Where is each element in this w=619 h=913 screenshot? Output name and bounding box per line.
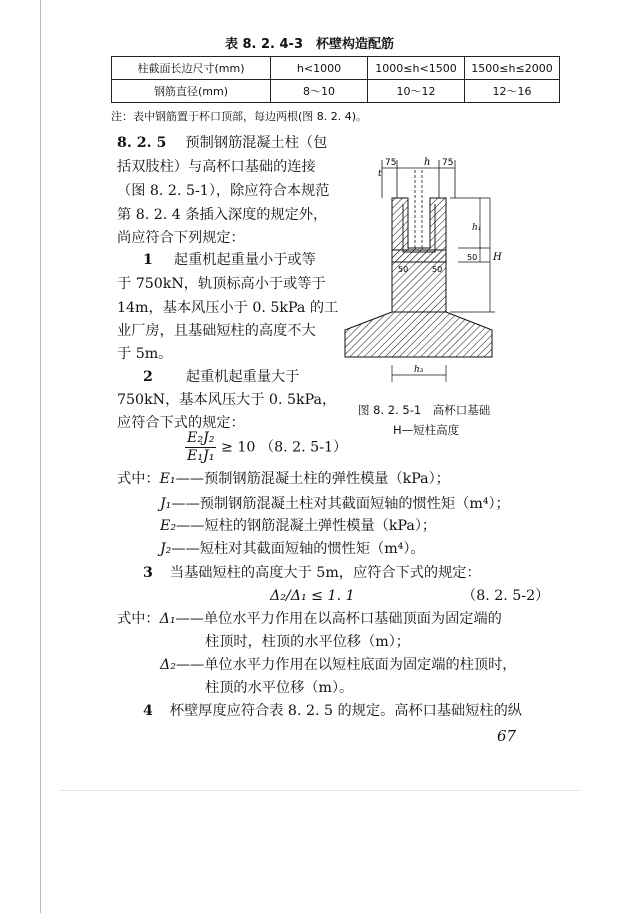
dim-h: h — [424, 157, 431, 168]
scan-edge-line — [40, 0, 41, 913]
short-column — [392, 250, 446, 312]
item-text: 起重机起重量大于 — [185, 369, 300, 385]
table-cell: 12～16 — [465, 80, 560, 103]
definition: ——短柱的钢筋混凝土弹性模量（kPa）； — [176, 518, 437, 534]
section-line: 尚应符合下列规定： — [117, 230, 245, 246]
table-cell: 8～10 — [271, 80, 368, 103]
section-line-1 — [117, 132, 327, 155]
dim-50-left: 50 — [398, 265, 409, 274]
dim-50-right: 50 — [432, 265, 443, 274]
item4-line — [143, 700, 522, 723]
page-number: 67 — [497, 727, 517, 745]
symbol: J₁ — [160, 496, 172, 512]
item-number: 1 — [143, 252, 153, 268]
item-text: 杯壁厚度应符合表 8. 2. 5 的规定。高杯口基础短柱的纵 — [169, 703, 522, 719]
dim-75-left: 75 — [385, 158, 397, 168]
equation-8-2-5-2: Δ₂/Δ₁ ≤ 1. 1 — [270, 588, 355, 604]
dim-50-vertical: 50 — [467, 253, 478, 262]
equation-numerator: E₂J₂ — [187, 430, 215, 446]
symbol: Δ₂ — [160, 657, 176, 673]
where-line: 柱顶的水平位移（m）。 — [205, 680, 354, 696]
scan-artifact — [60, 790, 580, 797]
table-note: 注：表中钢筋置于杯口顶部，每边两根(图 8. 2. 4)。 — [111, 110, 368, 123]
where-line — [117, 608, 502, 631]
high-cup-foundation-figure — [330, 150, 505, 385]
where-line — [117, 468, 450, 491]
spec-table — [111, 56, 560, 103]
table-cell: 1000≤h<1500 — [368, 57, 465, 80]
symbol: E₂ — [160, 518, 177, 534]
where-line — [160, 493, 510, 516]
where-line — [160, 654, 516, 677]
section-text: 预制钢筋混凝土柱（包 — [185, 135, 328, 151]
item-text: 当基础短柱的高度大于 5m，应符合下式的规定： — [169, 565, 481, 581]
where-line — [160, 515, 436, 538]
item2-line: 应符合下式的规定： — [117, 415, 245, 431]
equation-relation: ≥ 10 — [220, 439, 256, 456]
symbol: Δ₁ — [159, 611, 176, 627]
table-cell: 柱截面长边尺寸(mm) — [112, 57, 271, 80]
section-line: 第 8. 2. 4 条插入深度的规定外， — [117, 207, 328, 223]
item1-line: 于 5m。 — [117, 346, 173, 362]
definition: ——预制钢筋混凝土柱对其截面短轴的惯性矩（m⁴）； — [171, 496, 510, 512]
table-row — [112, 80, 560, 103]
figure-caption: 图 8. 2. 5-1 高杯口基础 — [358, 403, 491, 417]
figure-caption-note: H—短柱高度 — [393, 423, 460, 437]
item3-line — [143, 562, 481, 585]
definition: ——单位水平力作用在以短柱底面为固定端的柱顶时， — [175, 657, 517, 673]
equation-denominator: E₁J₁ — [187, 448, 215, 464]
table-cell: 10～12 — [368, 80, 465, 103]
equation-fraction — [185, 430, 216, 465]
definition: ——短柱对其截面短轴的惯性矩（m⁴）。 — [171, 541, 425, 557]
definition: ——预制钢筋混凝土柱的弹性模量（kPa）； — [175, 471, 450, 487]
item2-line: 750kN，基本风压大于 0. 5kPa， — [117, 392, 337, 408]
section-line: （图 8. 2. 5-1），除应符合本规范 — [117, 183, 330, 199]
dim-75-right: 75 — [442, 158, 454, 168]
where-prefix: 式中： — [117, 471, 160, 487]
equation-8-2-5-1 — [185, 430, 347, 465]
table-cell: h<1000 — [271, 57, 368, 80]
symbol: J₂ — [160, 541, 172, 557]
dim-h1: h₁ — [472, 223, 482, 233]
table-row — [112, 57, 560, 80]
definition: ——单位水平力作用在以高杯口基础顶面为固定端的 — [175, 611, 502, 627]
item1-line: 于 750kN，轨顶标高小于或等于 — [117, 276, 326, 292]
item-text: 起重机起重量小于或等 — [173, 252, 316, 268]
item2-line-1 — [143, 366, 299, 389]
dim-t: t — [378, 169, 382, 179]
equation-number: （8. 2. 5-1） — [259, 439, 348, 456]
table-title: 表 8. 2. 4-3 杯壁构造配筋 — [224, 37, 395, 52]
section-number: 8. 2. 5 — [117, 135, 167, 151]
section-line: 括双肢柱）与高杯口基础的连接 — [117, 159, 316, 175]
item1-line: 14m，基本风压小于 0. 5kPa 的工 — [117, 300, 339, 316]
table-cell: 1500≤h≤2000 — [465, 57, 560, 80]
symbol: E₁ — [159, 471, 176, 487]
table-cell: 钢筋直径(mm) — [112, 80, 271, 103]
where-prefix: 式中： — [117, 611, 160, 627]
base-slab — [345, 312, 492, 357]
item1-line-1 — [143, 249, 316, 272]
equation-number: （8. 2. 5-2） — [462, 588, 550, 604]
item1-line: 业厂房，且基础短柱的高度不大 — [117, 323, 316, 339]
dim-H: H — [493, 252, 502, 263]
where-line — [160, 538, 425, 561]
where-line: 柱顶时，柱顶的水平位移（m）； — [205, 634, 410, 650]
item-number: 2 — [143, 369, 153, 385]
dim-h3: h₃ — [414, 365, 424, 375]
item-number: 3 — [143, 565, 153, 581]
item-number: 4 — [143, 703, 153, 719]
